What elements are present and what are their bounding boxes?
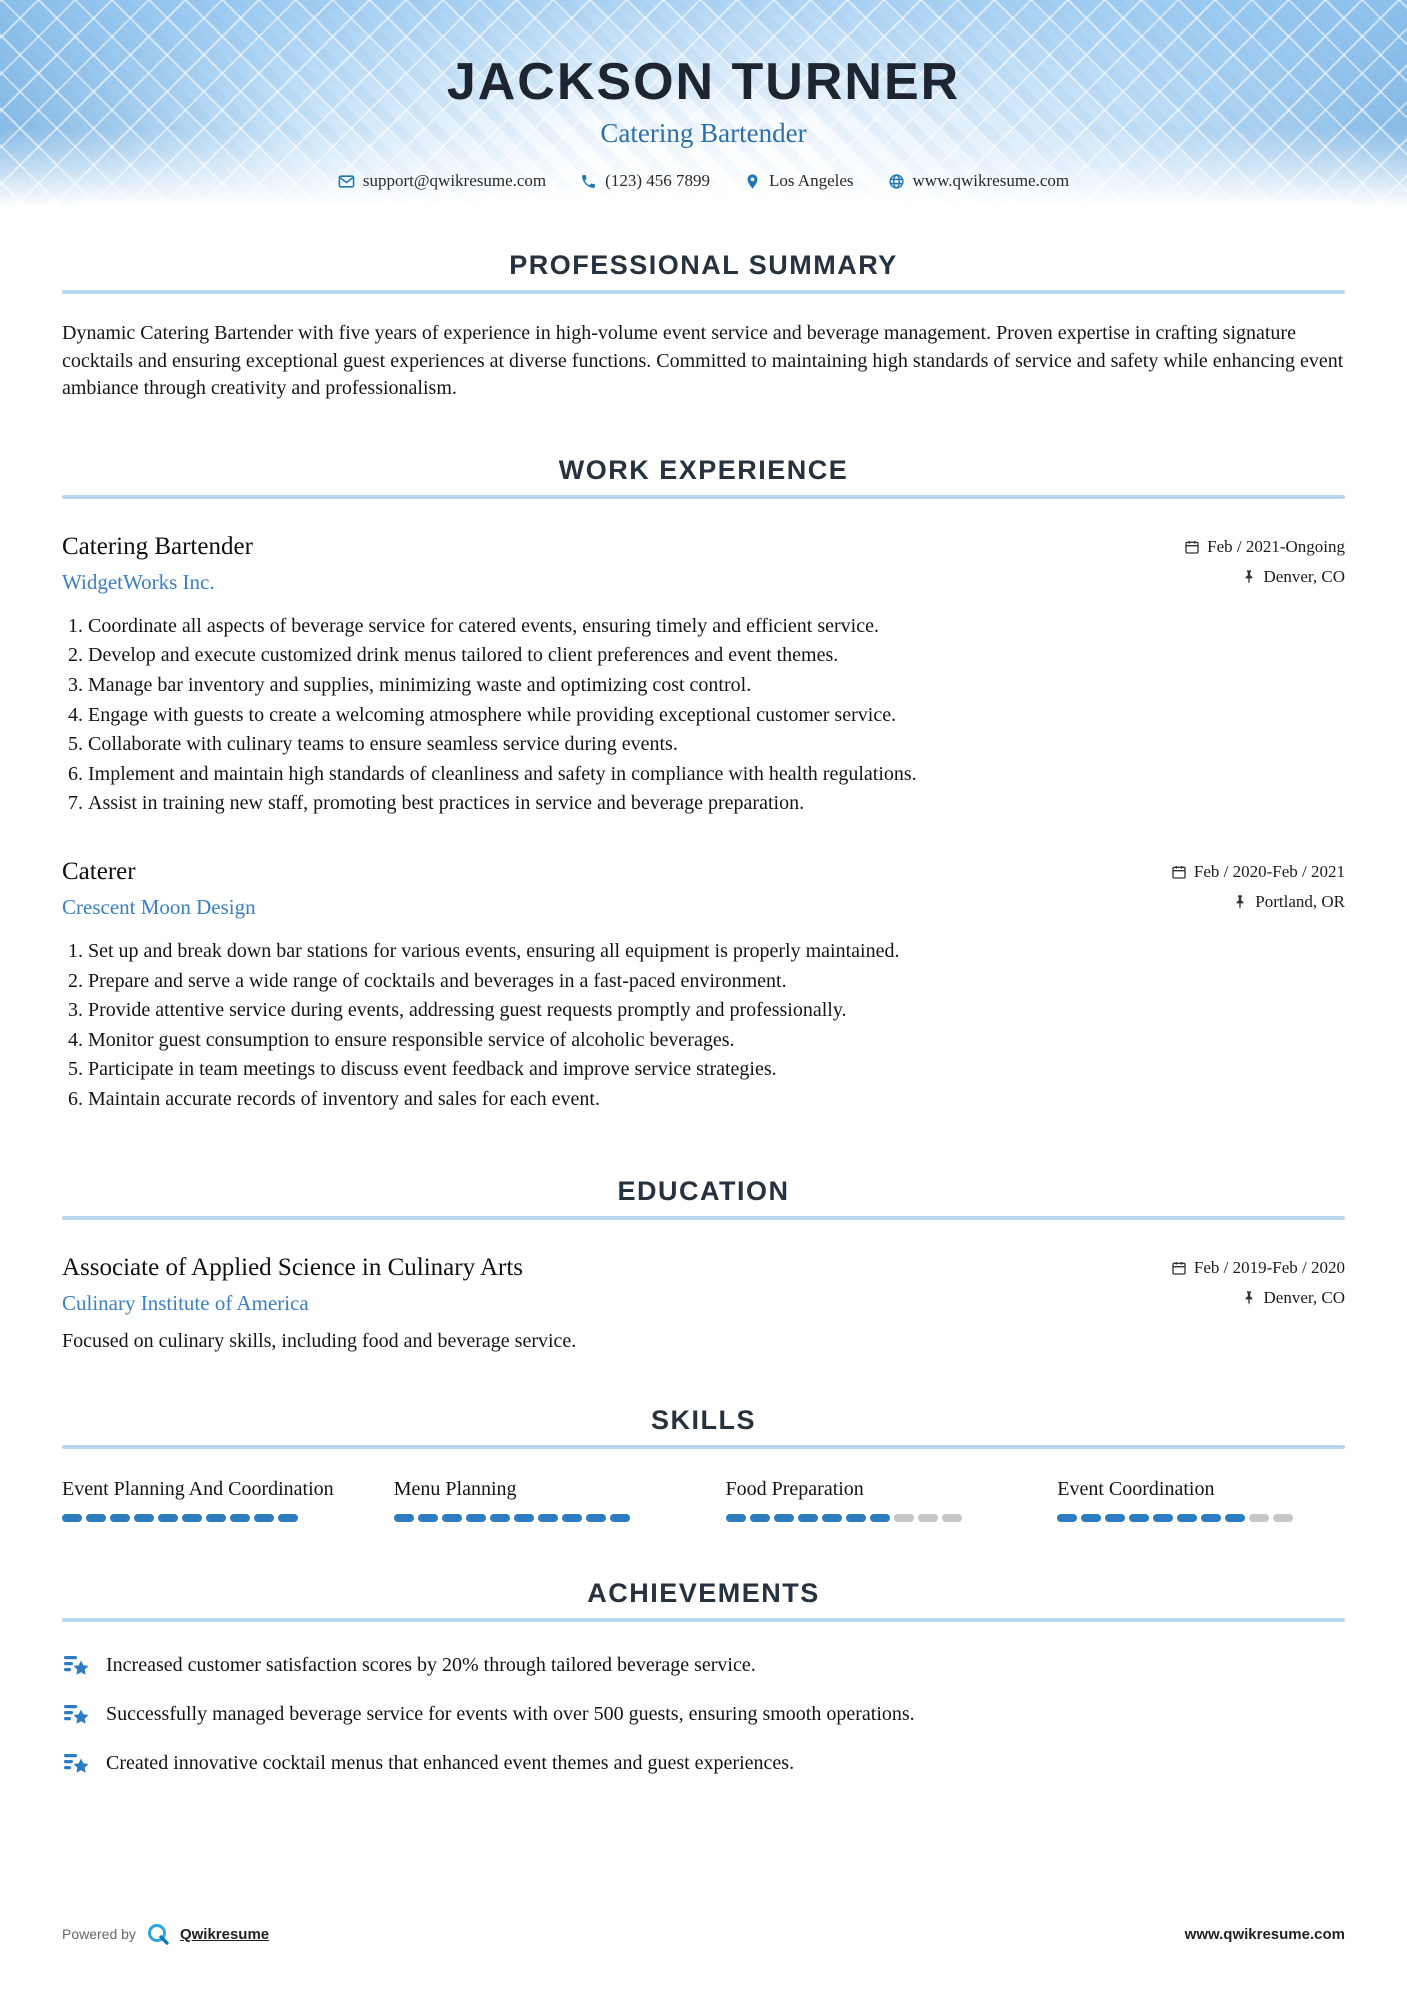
skill-segment xyxy=(774,1514,794,1522)
skill-segment xyxy=(442,1514,462,1522)
skill-segment xyxy=(278,1514,298,1522)
skill-segment xyxy=(870,1514,890,1522)
job-title: Caterer xyxy=(62,857,136,885)
contact-website[interactable] xyxy=(888,171,1070,191)
contact-location-text: Los Angeles xyxy=(768,171,854,190)
section-achievements xyxy=(62,1578,1345,1778)
skill-bar xyxy=(394,1514,682,1522)
job-company-link[interactable]: Crescent Moon Design xyxy=(62,894,256,919)
work-heading: WORK EXPERIENCE xyxy=(558,454,849,485)
education-heading: EDUCATION xyxy=(617,1175,790,1206)
section-work xyxy=(62,455,1345,1114)
skill-segment xyxy=(490,1514,510,1522)
page-footer xyxy=(62,1922,1345,1946)
skill-segment xyxy=(158,1514,178,1522)
contact-location xyxy=(744,171,854,191)
achievement-star-icon xyxy=(62,1750,90,1778)
contact-row xyxy=(0,171,1407,191)
education-location xyxy=(1171,1288,1345,1308)
school-link[interactable]: Culinary Institute of America xyxy=(62,1290,309,1315)
duty-item: 7. Assist in training new staff, promoting best practices in service and beverage preparation. xyxy=(88,790,1345,818)
skill-segment xyxy=(586,1514,606,1522)
job-dates-text: Feb / 2020-Feb / 2021 xyxy=(1193,861,1345,881)
powered-by-label: Powered by xyxy=(62,1926,136,1942)
section-rule xyxy=(62,1445,1345,1449)
skill-segment xyxy=(894,1514,914,1522)
skill-segment xyxy=(394,1514,414,1522)
contact-email-text: support@qwikresume.com xyxy=(362,171,547,190)
email-icon xyxy=(338,173,355,190)
skill-segment xyxy=(846,1514,866,1522)
job-location xyxy=(1184,567,1345,587)
skill-segment xyxy=(1273,1514,1293,1522)
summary-text: Dynamic Catering Bartender with five years of experience in high-volume event service and beverage management. Proven expertise in crafting signature cocktails and ensuring exceptional guest experiences at diverse functions. Committed to maintaining high standards of service and safety while enhancing event ambiance through creativity and professionalism. xyxy=(62,322,1344,400)
phone-icon xyxy=(580,173,597,190)
calendar-icon xyxy=(1171,1260,1187,1276)
skill-segment xyxy=(1249,1514,1269,1522)
section-rule xyxy=(62,495,1345,499)
achievement-text: Created innovative cocktail menus that enhanced event themes and guest experiences. xyxy=(106,1752,795,1774)
skill-segment xyxy=(562,1514,582,1522)
skill-segment xyxy=(798,1514,818,1522)
contact-phone xyxy=(580,171,710,191)
skill-segment xyxy=(942,1514,962,1522)
skill-item xyxy=(726,1477,1014,1522)
achievement-item xyxy=(62,1701,1345,1729)
job-dates xyxy=(1184,537,1345,557)
job-entry xyxy=(62,533,1345,818)
duty-item: 1. Set up and break down bar stations for various events, ensuring all equipment is properly maintained. xyxy=(88,938,1345,966)
skill-label: Event Planning And Coordination xyxy=(62,1477,334,1500)
skill-item xyxy=(1057,1477,1345,1522)
globe-icon xyxy=(888,173,905,190)
skill-segment xyxy=(822,1514,842,1522)
job-location-text: Denver, CO xyxy=(1263,566,1345,586)
skill-segment xyxy=(1177,1514,1197,1522)
skill-bar xyxy=(62,1514,350,1522)
skills-heading: SKILLS xyxy=(650,1404,756,1435)
section-education xyxy=(62,1176,1345,1353)
job-dates-text: Feb / 2021-Ongoing xyxy=(1207,536,1345,556)
skill-item xyxy=(62,1477,350,1522)
skill-segment xyxy=(466,1514,486,1522)
skill-segment xyxy=(62,1514,82,1522)
skill-segment xyxy=(182,1514,202,1522)
duty-item: 3. Manage bar inventory and supplies, minimizing waste and optimizing cost control. xyxy=(88,672,1345,700)
map-pin-icon xyxy=(744,173,761,190)
job-company-link[interactable]: WidgetWorks Inc. xyxy=(62,569,215,594)
skill-segment xyxy=(1201,1514,1221,1522)
achievements-heading: ACHIEVEMENTS xyxy=(587,1577,820,1608)
pushpin-icon xyxy=(1232,894,1248,910)
skill-segment xyxy=(726,1514,746,1522)
degree-title: Associate of Applied Science in Culinary Arts xyxy=(62,1253,524,1281)
job-location-text: Portland, OR xyxy=(1255,891,1345,911)
contact-phone-text: (123) 456 7899 xyxy=(605,171,710,190)
qwikresume-link[interactable]: Qwikresume xyxy=(179,1925,270,1943)
skill-bar xyxy=(1057,1514,1345,1522)
skill-segment xyxy=(1105,1514,1125,1522)
education-location-text: Denver, CO xyxy=(1263,1287,1345,1307)
duty-item: 6. Maintain accurate records of inventory and sales for each event. xyxy=(88,1086,1345,1114)
education-entry xyxy=(62,1254,1345,1353)
duty-item: 6. Implement and maintain high standards of cleanliness and safety in compliance with health regulations. xyxy=(88,761,1345,789)
duty-item: 2. Develop and execute customized drink menus tailored to client preferences and event themes. xyxy=(88,642,1345,670)
summary-heading: PROFESSIONAL SUMMARY xyxy=(509,250,898,280)
skill-segment xyxy=(110,1514,130,1522)
skill-label: Event Coordination xyxy=(1057,1477,1215,1500)
education-dates-text: Feb / 2019-Feb / 2020 xyxy=(1193,1257,1345,1277)
skill-segment xyxy=(206,1514,226,1522)
job-entry xyxy=(62,858,1345,1114)
skill-item xyxy=(394,1477,682,1522)
qwikresume-logo xyxy=(146,1922,170,1946)
skill-segment xyxy=(750,1514,770,1522)
section-skills xyxy=(62,1405,1345,1522)
achievement-item xyxy=(62,1750,1345,1778)
job-location xyxy=(1171,892,1345,912)
skill-label: Food Preparation xyxy=(725,1477,864,1500)
skill-segment xyxy=(134,1514,154,1522)
duty-item: 1. Coordinate all aspects of beverage service for catered events, ensuring timely and efficient service. xyxy=(88,613,1345,641)
section-rule xyxy=(62,1618,1345,1622)
duty-item: 5. Participate in team meetings to discuss event feedback and improve service strategies. xyxy=(88,1056,1345,1084)
skill-segment xyxy=(1129,1514,1149,1522)
skill-segment xyxy=(86,1514,106,1522)
skill-label: Menu Planning xyxy=(393,1477,517,1500)
achievement-star-icon xyxy=(62,1701,90,1729)
skill-segment xyxy=(1057,1514,1077,1522)
duty-list xyxy=(62,938,1345,1114)
skill-segment xyxy=(418,1514,438,1522)
contact-website-text: www.qwikresume.com xyxy=(912,171,1070,190)
pushpin-icon xyxy=(1241,1290,1257,1306)
skill-segment xyxy=(514,1514,534,1522)
skill-segment xyxy=(1081,1514,1101,1522)
duty-item: 4. Monitor guest consumption to ensure responsible service of alcoholic beverages. xyxy=(88,1027,1345,1055)
calendar-icon xyxy=(1171,864,1187,880)
achievement-text: Increased customer satisfaction scores by 20% through tailored beverage service. xyxy=(106,1654,756,1676)
skill-segment xyxy=(918,1514,938,1522)
achievement-text: Successfully managed beverage service for events with over 500 guests, ensuring smooth operations. xyxy=(106,1703,915,1725)
candidate-title: Catering Bartender xyxy=(600,118,807,148)
education-dates xyxy=(1171,1258,1345,1278)
skill-segment xyxy=(610,1514,630,1522)
pushpin-icon xyxy=(1241,569,1257,585)
education-description: Focused on culinary skills, including food and beverage service. xyxy=(62,1329,577,1352)
achievement-star-icon xyxy=(62,1652,90,1680)
skill-segment xyxy=(1225,1514,1245,1522)
duty-list xyxy=(62,613,1345,818)
job-dates xyxy=(1171,862,1345,882)
skill-segment xyxy=(1153,1514,1173,1522)
contact-email[interactable] xyxy=(338,171,546,191)
skill-segment xyxy=(538,1514,558,1522)
skill-segment xyxy=(230,1514,250,1522)
duty-item: 4. Engage with guests to create a welcoming atmosphere while providing exceptional customer service. xyxy=(88,702,1345,730)
job-title: Catering Bartender xyxy=(62,532,253,560)
footer-website: www.qwikresume.com xyxy=(1184,1925,1345,1943)
duty-item: 5. Collaborate with culinary teams to ensure seamless service during events. xyxy=(88,731,1345,759)
section-rule xyxy=(62,1216,1345,1220)
section-rule xyxy=(62,290,1345,294)
header-banner xyxy=(0,0,1407,220)
candidate-name: JACKSON TURNER xyxy=(446,53,961,111)
skill-bar xyxy=(726,1514,1014,1522)
duty-item: 2. Prepare and serve a wide range of cocktails and beverages in a fast-paced environment. xyxy=(88,968,1345,996)
duty-item: 3. Provide attentive service during events, addressing guest requests promptly and professionally. xyxy=(88,997,1345,1025)
skill-segment xyxy=(254,1514,274,1522)
calendar-icon xyxy=(1184,539,1200,555)
section-summary xyxy=(62,250,1345,403)
achievement-item xyxy=(62,1652,1345,1680)
